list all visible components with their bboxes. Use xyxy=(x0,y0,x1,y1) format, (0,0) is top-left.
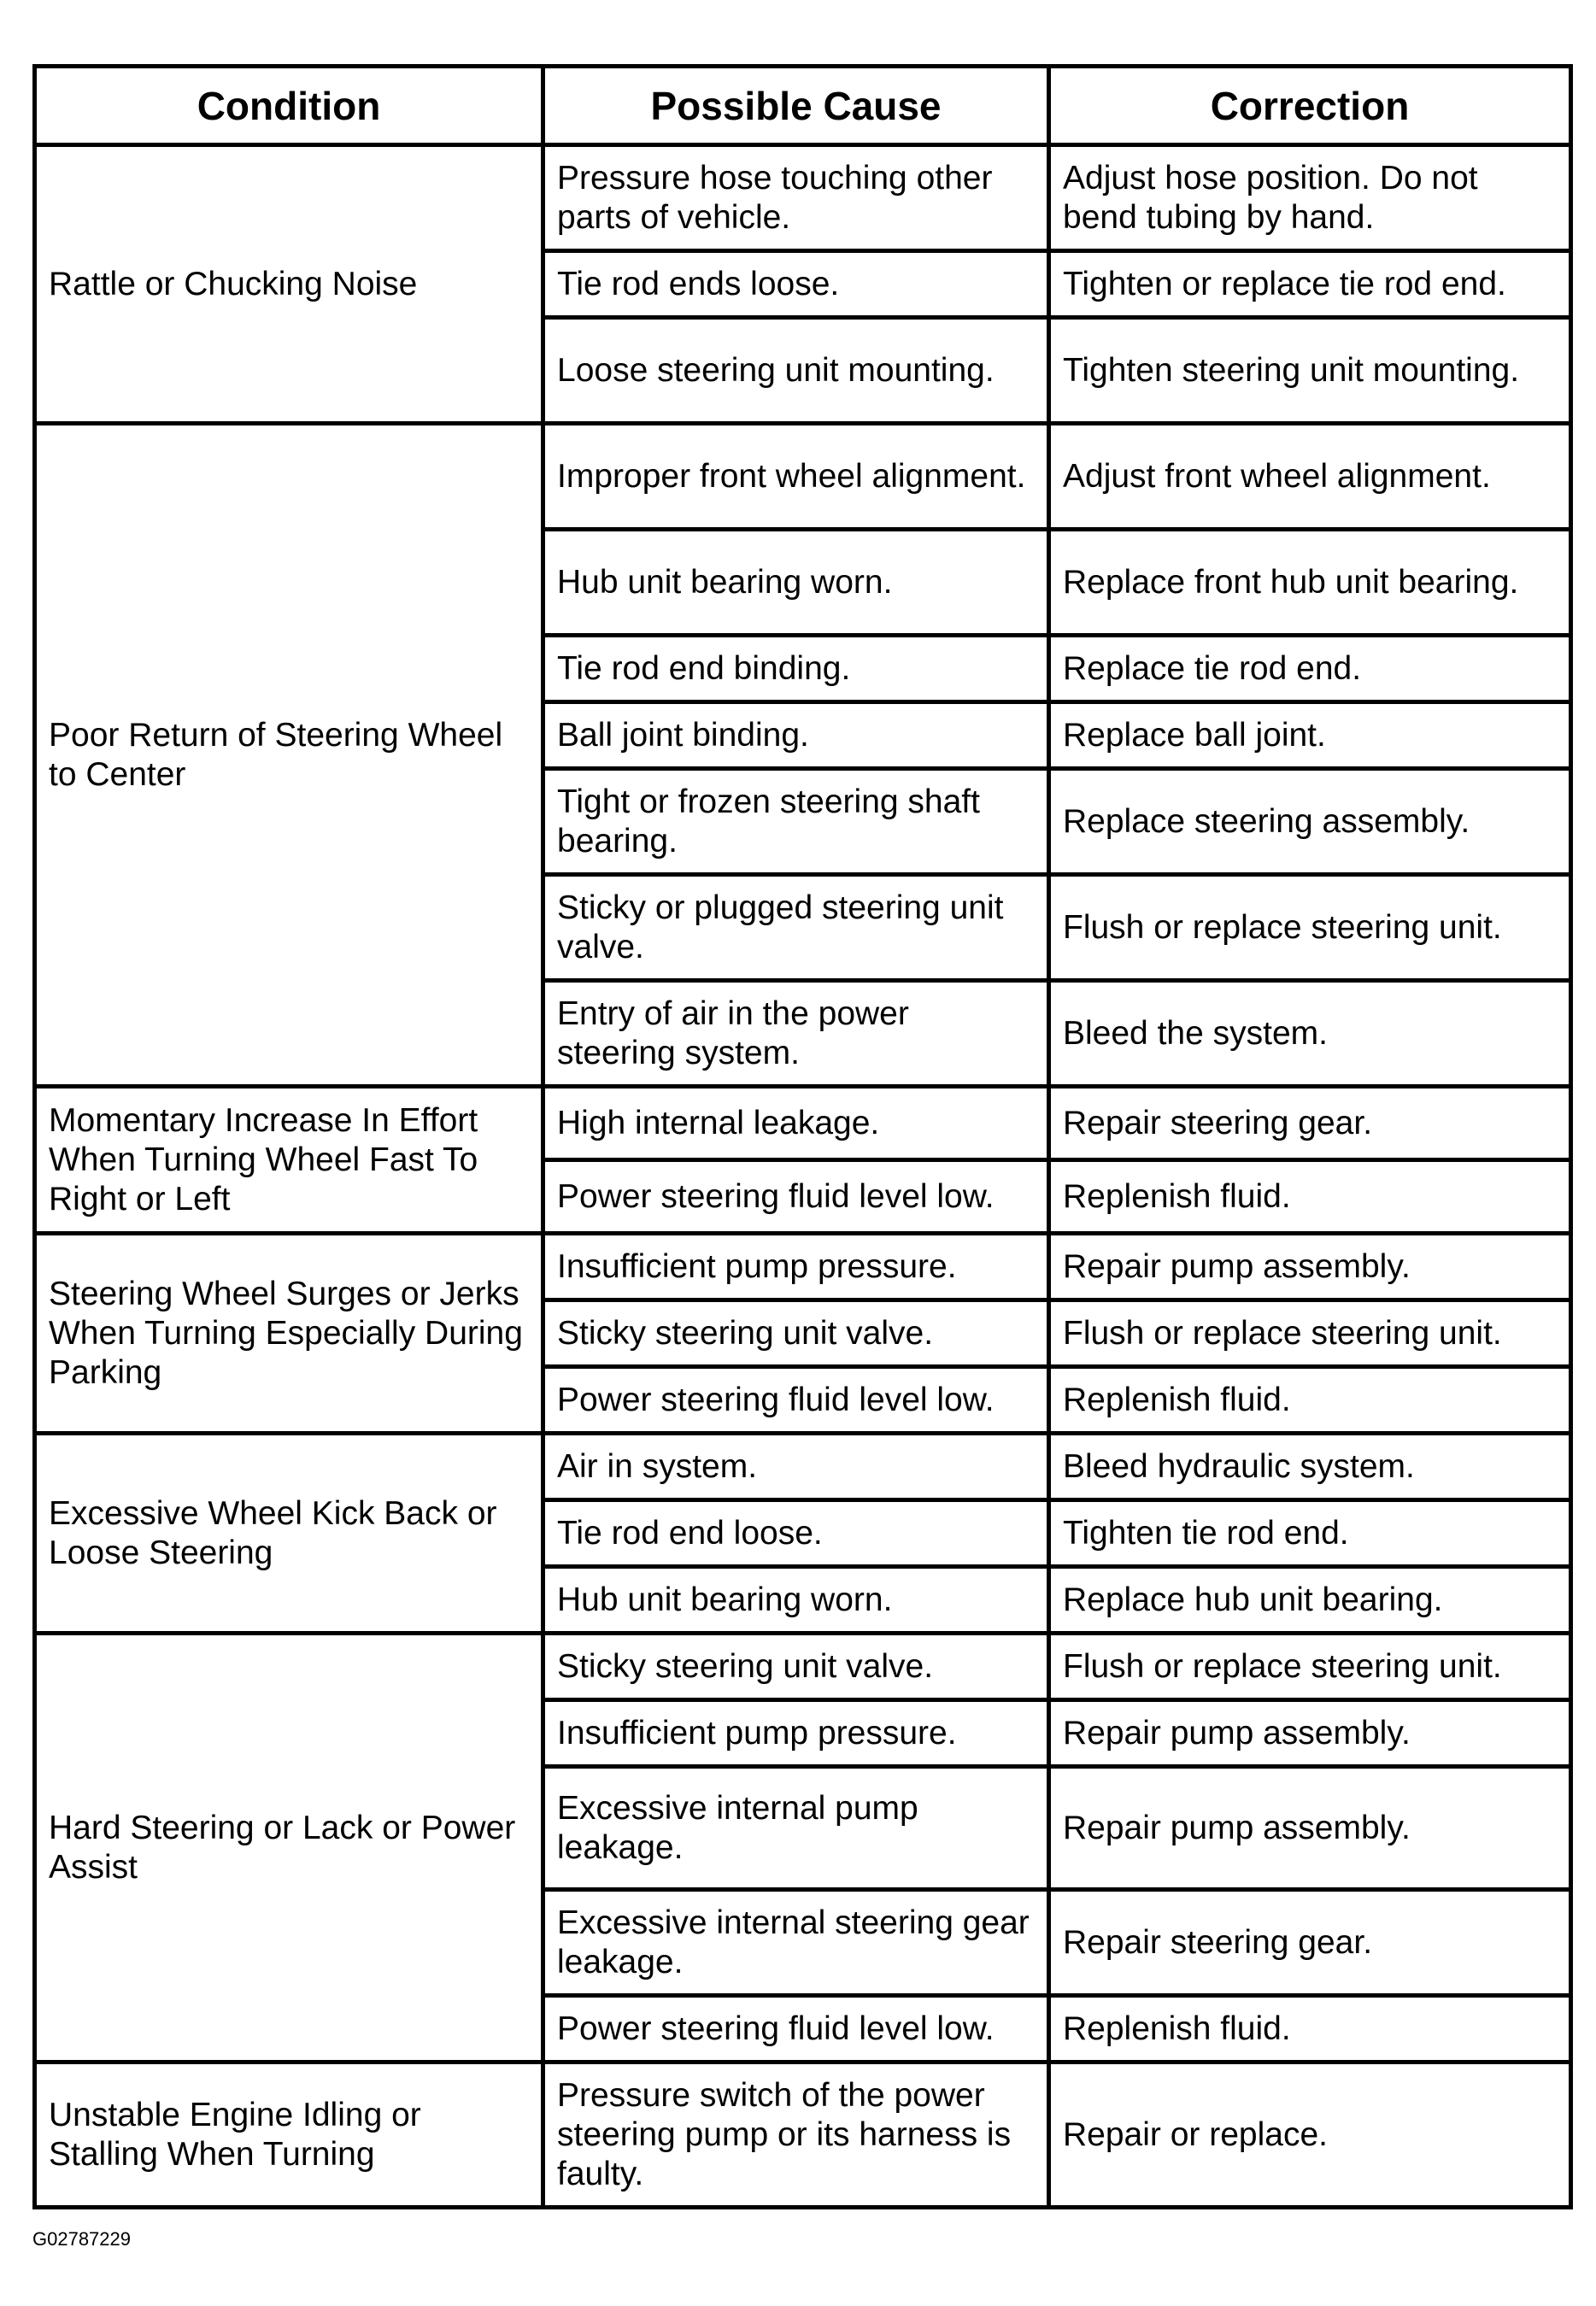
correction-cell: Replace tie rod end. xyxy=(1049,636,1571,702)
condition-cell: Steering Wheel Surges or Jerks When Turning Especially During Parking xyxy=(35,1234,543,1434)
correction-cell: Replace hub unit bearing. xyxy=(1049,1567,1571,1634)
table-row xyxy=(35,145,1571,251)
correction-cell: Repair steering gear. xyxy=(1049,1087,1571,1160)
possible-cause-cell: Ball joint binding. xyxy=(543,702,1049,769)
header-condition: Condition xyxy=(35,67,543,145)
condition-cell: Poor Return of Steering Wheel to Center xyxy=(35,424,543,1087)
correction-cell: Replace front hub unit bearing. xyxy=(1049,530,1571,636)
correction-cell: Replace ball joint. xyxy=(1049,702,1571,769)
possible-cause-cell: Sticky steering unit valve. xyxy=(543,1300,1049,1367)
correction-cell: Replenish fluid. xyxy=(1049,1160,1571,1234)
correction-cell: Replenish fluid. xyxy=(1049,1996,1571,2062)
correction-cell: Replace steering assembly. xyxy=(1049,769,1571,875)
possible-cause-cell: Tie rod end loose. xyxy=(543,1500,1049,1567)
table-row xyxy=(35,424,1571,530)
table-row xyxy=(35,2062,1571,2208)
possible-cause-cell: Insufficient pump pressure. xyxy=(543,1234,1049,1300)
condition-cell: Unstable Engine Idling or Stalling When Turning xyxy=(35,2062,543,2208)
table-body xyxy=(35,145,1571,2208)
possible-cause-cell: Entry of air in the power steering system. xyxy=(543,981,1049,1087)
correction-cell: Tighten tie rod end. xyxy=(1049,1500,1571,1567)
header-row xyxy=(35,67,1571,145)
possible-cause-cell: High internal leakage. xyxy=(543,1087,1049,1160)
correction-cell: Flush or replace steering unit. xyxy=(1049,1300,1571,1367)
possible-cause-cell: Sticky or plugged steering unit valve. xyxy=(543,875,1049,981)
possible-cause-cell: Tight or frozen steering shaft bearing. xyxy=(543,769,1049,875)
correction-cell: Adjust front wheel alignment. xyxy=(1049,424,1571,530)
correction-cell: Repair or replace. xyxy=(1049,2062,1571,2208)
correction-cell: Bleed hydraulic system. xyxy=(1049,1434,1571,1500)
condition-cell: Rattle or Chucking Noise xyxy=(35,145,543,424)
possible-cause-cell: Pressure switch of the power steering pump or its harness is faulty. xyxy=(543,2062,1049,2208)
correction-cell: Replenish fluid. xyxy=(1049,1367,1571,1434)
possible-cause-cell: Improper front wheel alignment. xyxy=(543,424,1049,530)
possible-cause-cell: Air in system. xyxy=(543,1434,1049,1500)
correction-cell: Flush or replace steering unit. xyxy=(1049,875,1571,981)
correction-cell: Bleed the system. xyxy=(1049,981,1571,1087)
possible-cause-cell: Power steering fluid level low. xyxy=(543,1160,1049,1234)
table-row xyxy=(35,1234,1571,1300)
possible-cause-cell: Pressure hose touching other parts of vehicle. xyxy=(543,145,1049,251)
condition-cell: Excessive Wheel Kick Back or Loose Steering xyxy=(35,1434,543,1634)
correction-cell: Tighten or replace tie rod end. xyxy=(1049,251,1571,318)
correction-cell: Repair pump assembly. xyxy=(1049,1234,1571,1300)
condition-cell: Momentary Increase In Effort When Turning Wheel Fast To Right or Left xyxy=(35,1087,543,1234)
correction-cell: Adjust hose position. Do not bend tubing by hand. xyxy=(1049,145,1571,251)
possible-cause-cell: Power steering fluid level low. xyxy=(543,1367,1049,1434)
possible-cause-cell: Tie rod ends loose. xyxy=(543,251,1049,318)
condition-cell: Hard Steering or Lack or Power Assist xyxy=(35,1634,543,2062)
possible-cause-cell: Loose steering unit mounting. xyxy=(543,318,1049,424)
correction-cell: Flush or replace steering unit. xyxy=(1049,1634,1571,1700)
correction-cell: Repair pump assembly. xyxy=(1049,1767,1571,1890)
header-correction: Correction xyxy=(1049,67,1571,145)
table-row xyxy=(35,1434,1571,1500)
table-row xyxy=(35,1087,1571,1160)
possible-cause-cell: Sticky steering unit valve. xyxy=(543,1634,1049,1700)
possible-cause-cell: Tie rod end binding. xyxy=(543,636,1049,702)
possible-cause-cell: Hub unit bearing worn. xyxy=(543,1567,1049,1634)
possible-cause-cell: Excessive internal pump leakage. xyxy=(543,1767,1049,1890)
possible-cause-cell: Power steering fluid level low. xyxy=(543,1996,1049,2062)
correction-cell: Tighten steering unit mounting. xyxy=(1049,318,1571,424)
figure-id: G02787229 xyxy=(32,2228,131,2250)
troubleshooting-table xyxy=(32,64,1573,2209)
possible-cause-cell: Insufficient pump pressure. xyxy=(543,1700,1049,1767)
correction-cell: Repair steering gear. xyxy=(1049,1890,1571,1996)
table-row xyxy=(35,1634,1571,1700)
correction-cell: Repair pump assembly. xyxy=(1049,1700,1571,1767)
header-possible-cause: Possible Cause xyxy=(543,67,1049,145)
possible-cause-cell: Excessive internal steering gear leakage. xyxy=(543,1890,1049,1996)
possible-cause-cell: Hub unit bearing worn. xyxy=(543,530,1049,636)
